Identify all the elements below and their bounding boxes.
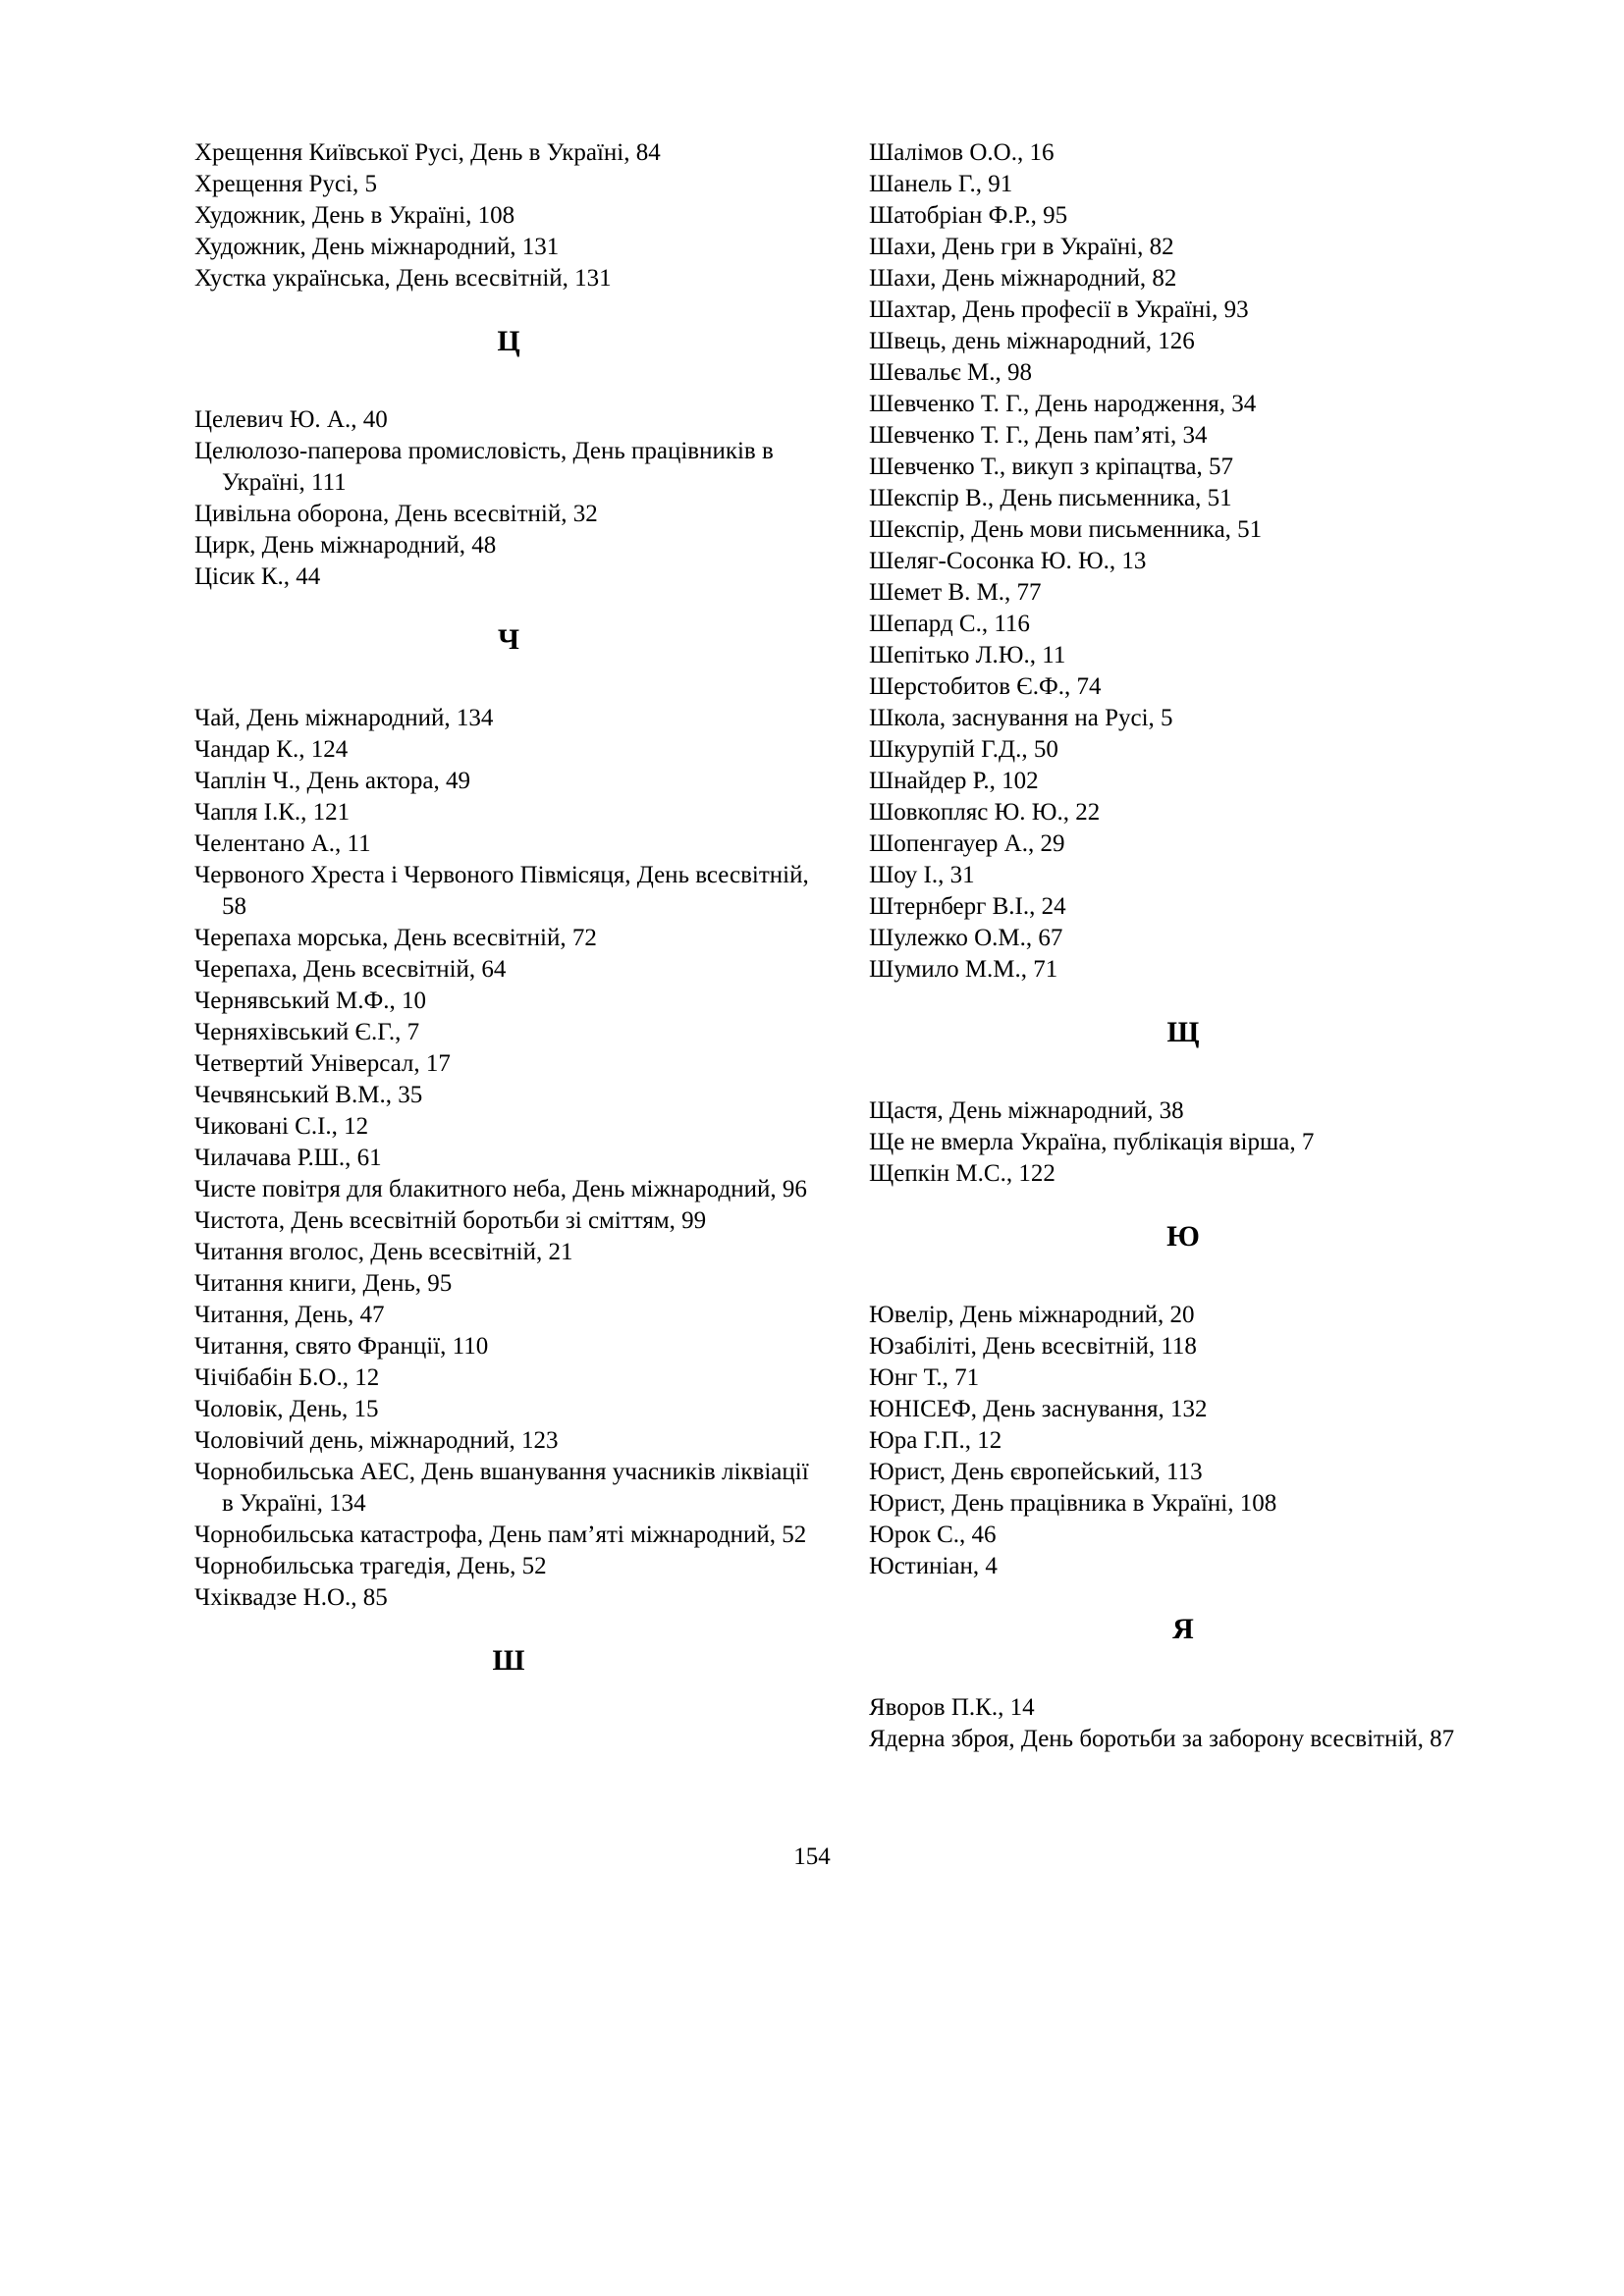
index-entry: Цісик К., 44 <box>194 563 321 590</box>
section-letter-heading: Ш <box>492 1644 525 1677</box>
index-entry: Юрист, День працівника в Україні, 108 <box>869 1490 1277 1517</box>
index-column-left <box>194 137 823 1724</box>
index-entry: Яворов П.К., 14 <box>869 1694 1035 1721</box>
index-entry: Шнайдер Р., 102 <box>869 768 1039 794</box>
section-letter-heading: Ч <box>497 623 520 656</box>
index-entry: Шевченко Т., викуп з кріпацтва, 57 <box>869 454 1234 480</box>
section-letter-heading: Щ <box>1166 1016 1200 1048</box>
index-entry: Читання, День, 47 <box>194 1302 385 1328</box>
index-entry-list <box>194 703 823 1614</box>
index-entry: Чорнобильська трагедія, День, 52 <box>194 1553 547 1579</box>
index-entry: ЮНІСЕФ, День заснування, 132 <box>869 1396 1208 1422</box>
index-section <box>869 137 1497 986</box>
index-entry: Черняхівський Є.Г., 7 <box>194 1019 420 1045</box>
index-entry: Шевченко Т. Г., День пам’яті, 34 <box>869 422 1208 449</box>
index-entry: Шахи, День гри в Україні, 82 <box>869 234 1174 260</box>
index-entry: Юрок С., 46 <box>869 1522 997 1548</box>
index-entry: Чорнобильська АЕС, День вшанування учасників ліквіації в Україні, 134 <box>194 1459 809 1517</box>
index-entry: Шопенгауер А., 29 <box>869 830 1065 857</box>
index-entry: Штернберг В.І., 24 <box>869 893 1066 920</box>
index-entry: Чапля І.К., 121 <box>194 799 351 826</box>
index-entry-list <box>869 1300 1497 1582</box>
index-entry: Чхіквадзе Н.О., 85 <box>194 1584 388 1611</box>
index-entry: Чечвянський В.М., 35 <box>194 1082 423 1108</box>
index-entry: Червоного Хреста і Червоного Півмісяця, День всесвітній, 58 <box>194 862 809 920</box>
index-entry: Чистота, День всесвітній боротьби зі сміттям, 99 <box>194 1207 707 1234</box>
index-entry: Шевальє М., 98 <box>869 359 1032 386</box>
index-section <box>194 1645 823 1708</box>
index-column-right <box>869 137 1497 1755</box>
index-entry: Четвертий Універсал, 17 <box>194 1050 451 1077</box>
index-entry: Чоловічий день, міжнародний, 123 <box>194 1427 559 1454</box>
index-entry: Черепаха морська, День всесвітній, 72 <box>194 925 597 951</box>
index-entry: Юра Г.П., 12 <box>869 1427 1002 1454</box>
index-entry-list <box>869 1095 1497 1190</box>
index-entry: Юрист, День європейський, 113 <box>869 1459 1203 1485</box>
index-entry: Чоловік, День, 15 <box>194 1396 379 1422</box>
index-entry: Чаплін Ч., День актора, 49 <box>194 768 471 794</box>
index-section <box>194 137 823 294</box>
section-letter-heading: Ю <box>1166 1220 1200 1253</box>
index-entry: Шатобріан Ф.Р., 95 <box>869 202 1068 229</box>
index-entry: Шовкопляс Ю. Ю., 22 <box>869 799 1101 826</box>
index-entry: Чандар К., 124 <box>194 736 349 763</box>
index-entry: Черепаха, День всесвітній, 64 <box>194 956 507 983</box>
index-entry: Художник, День в Україні, 108 <box>194 202 515 229</box>
index-section <box>869 1614 1497 1755</box>
index-entry: Щастя, День міжнародний, 38 <box>869 1097 1184 1124</box>
index-entry: Челентано А., 11 <box>194 830 371 857</box>
index-entry-list <box>869 137 1497 986</box>
index-entry: Ядерна зброя, День боротьби за заборону всесвітній, 87 <box>869 1726 1455 1752</box>
index-entry: Цирк, День міжнародний, 48 <box>194 532 497 559</box>
section-letter-heading: Ц <box>497 325 520 357</box>
index-entry: Швець, день міжнародний, 126 <box>869 328 1195 354</box>
index-entry: Шекспір, День мови письменника, 51 <box>869 516 1263 543</box>
index-entry: Шахтар, День професії в Україні, 93 <box>869 296 1249 323</box>
index-entry: Шулежко О.М., 67 <box>869 925 1063 951</box>
index-entry: Целевич Ю. А., 40 <box>194 406 388 433</box>
index-entry: Шоу І., 31 <box>869 862 975 888</box>
index-entry-list <box>869 1692 1497 1755</box>
index-entry: Юнг Т., 71 <box>869 1364 980 1391</box>
index-entry: Шалімов О.О., 16 <box>869 139 1055 166</box>
index-entry: Хустка українська, День всесвітній, 131 <box>194 265 612 292</box>
index-section <box>869 1017 1497 1190</box>
index-entry: Шеляг-Сосонка Ю. Ю., 13 <box>869 548 1147 574</box>
index-entry-list <box>194 137 823 294</box>
index-entry: Читання книги, День, 95 <box>194 1270 453 1297</box>
index-entry: Цивільна оборона, День всесвітній, 32 <box>194 501 598 527</box>
index-entry: Чорнобильська катастрофа, День пам’яті міжнародний, 52 <box>194 1522 807 1548</box>
index-section <box>194 624 823 1614</box>
index-entry: Шерстобитов Є.Ф., 74 <box>869 673 1102 700</box>
index-entry: Читання вголос, День всесвітній, 21 <box>194 1239 573 1265</box>
index-entry: Шепард С., 116 <box>869 611 1030 637</box>
index-entry: Хрещення Київської Русі, День в Україні, 84 <box>194 139 661 166</box>
page-number: 154 <box>793 1843 831 1870</box>
index-entry: Школа, заснування на Русі, 5 <box>869 705 1173 731</box>
index-entry: Художник, День міжнародний, 131 <box>194 234 560 260</box>
index-entry: Шевченко Т. Г., День народження, 34 <box>869 391 1257 417</box>
index-entry: Юстиніан, 4 <box>869 1553 998 1579</box>
index-entry: Шанель Г., 91 <box>869 171 1013 197</box>
index-entry: Шумило М.М., 71 <box>869 956 1058 983</box>
index-entry: Чилачава Р.Ш., 61 <box>194 1145 382 1171</box>
index-entry: Хрещення Русі, 5 <box>194 171 377 197</box>
index-section <box>869 1221 1497 1582</box>
index-entry: Чернявський М.Ф., 10 <box>194 988 427 1014</box>
index-entry: Шепітько Л.Ю., 11 <box>869 642 1066 668</box>
index-entry: Шахи, День міжнародний, 82 <box>869 265 1177 292</box>
index-entry: Шкурупій Г.Д., 50 <box>869 736 1058 763</box>
index-entry: Читання, свято Франції, 110 <box>194 1333 489 1360</box>
index-entry: Ще не вмерла Україна, публікація вірша, 7 <box>869 1129 1315 1155</box>
index-entry: Целюлозо-паперова промисловість, День працівників в Україні, 111 <box>194 438 774 496</box>
index-entry: Чай, День міжнародний, 134 <box>194 705 494 731</box>
index-entry: Шекспір В., День письменника, 51 <box>869 485 1232 511</box>
index-entry: Щепкін М.С., 122 <box>869 1160 1056 1187</box>
index-entry: Чиковані С.І., 12 <box>194 1113 369 1140</box>
index-entry: Чічібабін Б.О., 12 <box>194 1364 380 1391</box>
index-entry: Чисте повітря для блакитного неба, День міжнародний, 96 <box>194 1176 807 1202</box>
index-entry-list <box>194 404 823 593</box>
index-section <box>194 326 823 593</box>
index-entry: Юзабіліті, День всесвітній, 118 <box>869 1333 1197 1360</box>
section-letter-heading: Я <box>1172 1613 1194 1645</box>
index-entry: Ювелір, День міжнародний, 20 <box>869 1302 1195 1328</box>
index-entry: Шемет В. М., 77 <box>869 579 1042 606</box>
